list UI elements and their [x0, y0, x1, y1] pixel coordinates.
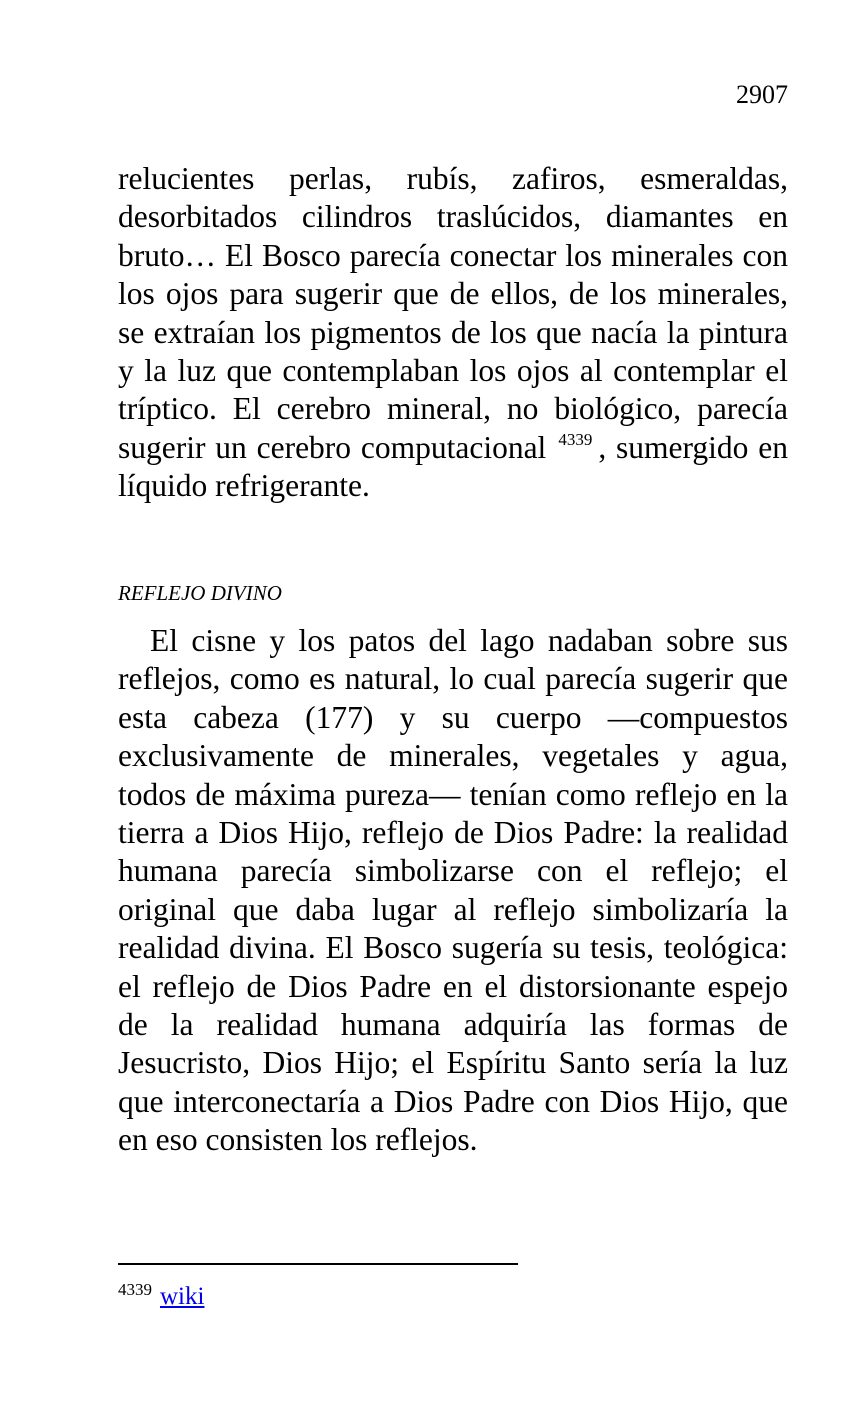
footnote-divider	[118, 1263, 518, 1265]
body-paragraph-1	[118, 160, 788, 506]
footnote-reference[interactable]: 4339	[558, 429, 593, 449]
page-number: 2907	[736, 80, 788, 109]
footnote-number: 4339	[118, 1280, 152, 1299]
footnote	[118, 1282, 204, 1314]
section-heading: REFLEJO DIVINO	[118, 581, 282, 605]
footnote-wiki-link[interactable]: wiki	[160, 1283, 205, 1310]
paragraph-1-text: relucientes perlas, rubís, zafiros, esmeraldas, desorbitados cilindros traslúcidos, diamantes en bruto… El Bosco parecía conectar los minerales con los ojos para sugerir que de ellos, de los minerales, se extraían los pigmentos de los que nacía la pintura y la luz que contemplaban los ojos al contemplar el tríptico. El cerebro mineral, no biológico, parecía sugerir un cerebro computacional	[118, 161, 788, 465]
body-paragraph-2: El cisne y los patos del lago nadaban sobre sus reflejos, como es natural, lo cual parecía sugerir que esta cabeza (177) y su cuerpo —compuestos exclusivamente de minerales, vegetales y agua, todos de máxima pureza— tenían como reflejo en la tierra a Dios Hijo, reflejo de Dios Padre: la realidad humana parecía simbolizarse con el reflejo; el original que daba lugar al reflejo simbolizaría la realidad divina. El Bosco sugería su tesis, teológica: el reflejo de Dios Padre en el distorsionante espejo de la realidad humana adquiría las formas de Jesucristo, Dios Hijo; el Espíritu Santo sería la luz que interconectaría a Dios Padre con Dios Hijo, que en eso consisten los reflejos.	[118, 623, 788, 1158]
paragraph-1-text-end: , sumergido en líquido refrigerante.	[118, 429, 788, 504]
